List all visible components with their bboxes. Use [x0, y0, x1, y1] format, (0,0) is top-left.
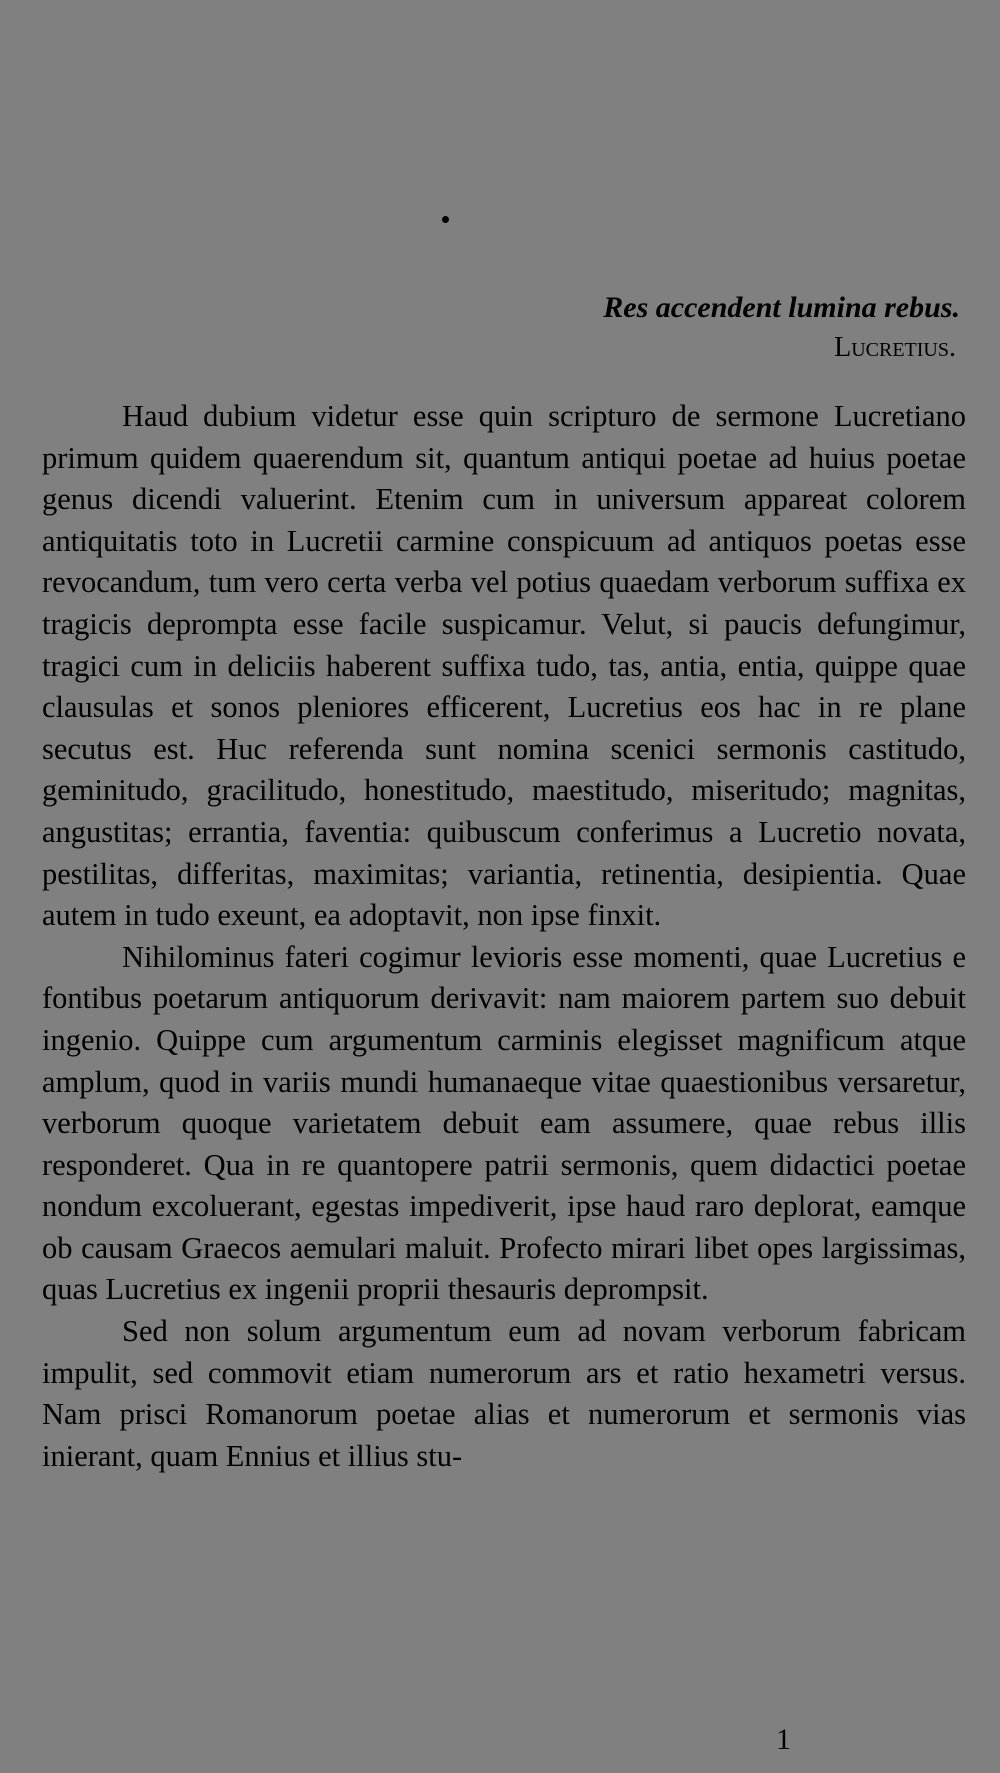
paragraph-1: Haud dubium videtur esse quin scripturo de sermone Lucretiano primum quidem quaerendum sit, quantum antiqui poetae ad huius poetae genus dicendi valuerint. Etenim cum in universum appareat colorem antiquitatis toto in Lucretii carmine conspicuum ad antiquos poetas esse revocandum, tum vero certa verba vel potius quaedam verborum suffixa ex tragicis deprompta esse facile suspicamur. Velut, si paucis defungimur, tragici cum in deliciis haberent suffixa tudo, tas, antia, entia, quippe quae clausulas et sonos pleniores efficerent, Lucretius eos hac in re plane secutus est. Huc referenda sunt nomina scenici sermonis castitudo, geminitudo, gracilitudo, honestitudo, maestitudo, miseritudo; magnitas, angustitas; errantia, faventia: quibuscum conferimus a Lucretio novata, pestilitas, differitas, maximitas; variantia, retinentia, desipientia. Quae autem in tudo exeunt, ea adoptavit, non ipse finxit.	[42, 399, 966, 933]
epigraph-author: Lucretius.	[834, 332, 956, 363]
ink-speck	[442, 216, 449, 223]
page-number: 1	[776, 1723, 791, 1756]
paragraph-3: Sed non solum argumentum eum ad novam verborum fabricam impulit, sed commovit etiam numerorum ars et ratio hexametri versus. Nam prisci Romanorum poetae alias et numerorum et sermonis vias inierant, quam Ennius et illius stu-	[42, 1314, 966, 1473]
epigraph-motto: Res accendent lumina rebus.	[603, 291, 960, 324]
body-text	[42, 396, 966, 1477]
paragraph-2: Nihilominus fateri cogimur levioris esse momenti, quae Lucretius e fontibus poetarum antiquorum derivavit: nam maiorem partem suo debuit ingenio. Quippe cum argumentum carminis elegisset magnificum atque amplum, quod in variis mundi humanaeque vitae quaestionibus versaretur, verborum quoque varietatem debuit eam assumere, quae rebus illis responderet. Qua in re quantopere patrii sermonis, quem didactici poetae nondum excoluerant, egestas impediverit, ipse haud raro deplorat, eamque ob causam Graecos aemulari maluit. Profecto mirari libet opes largissimas, quas Lucretius ex ingenii proprii thesauris deprompsit.	[42, 939, 966, 1307]
epigraph	[603, 288, 960, 368]
